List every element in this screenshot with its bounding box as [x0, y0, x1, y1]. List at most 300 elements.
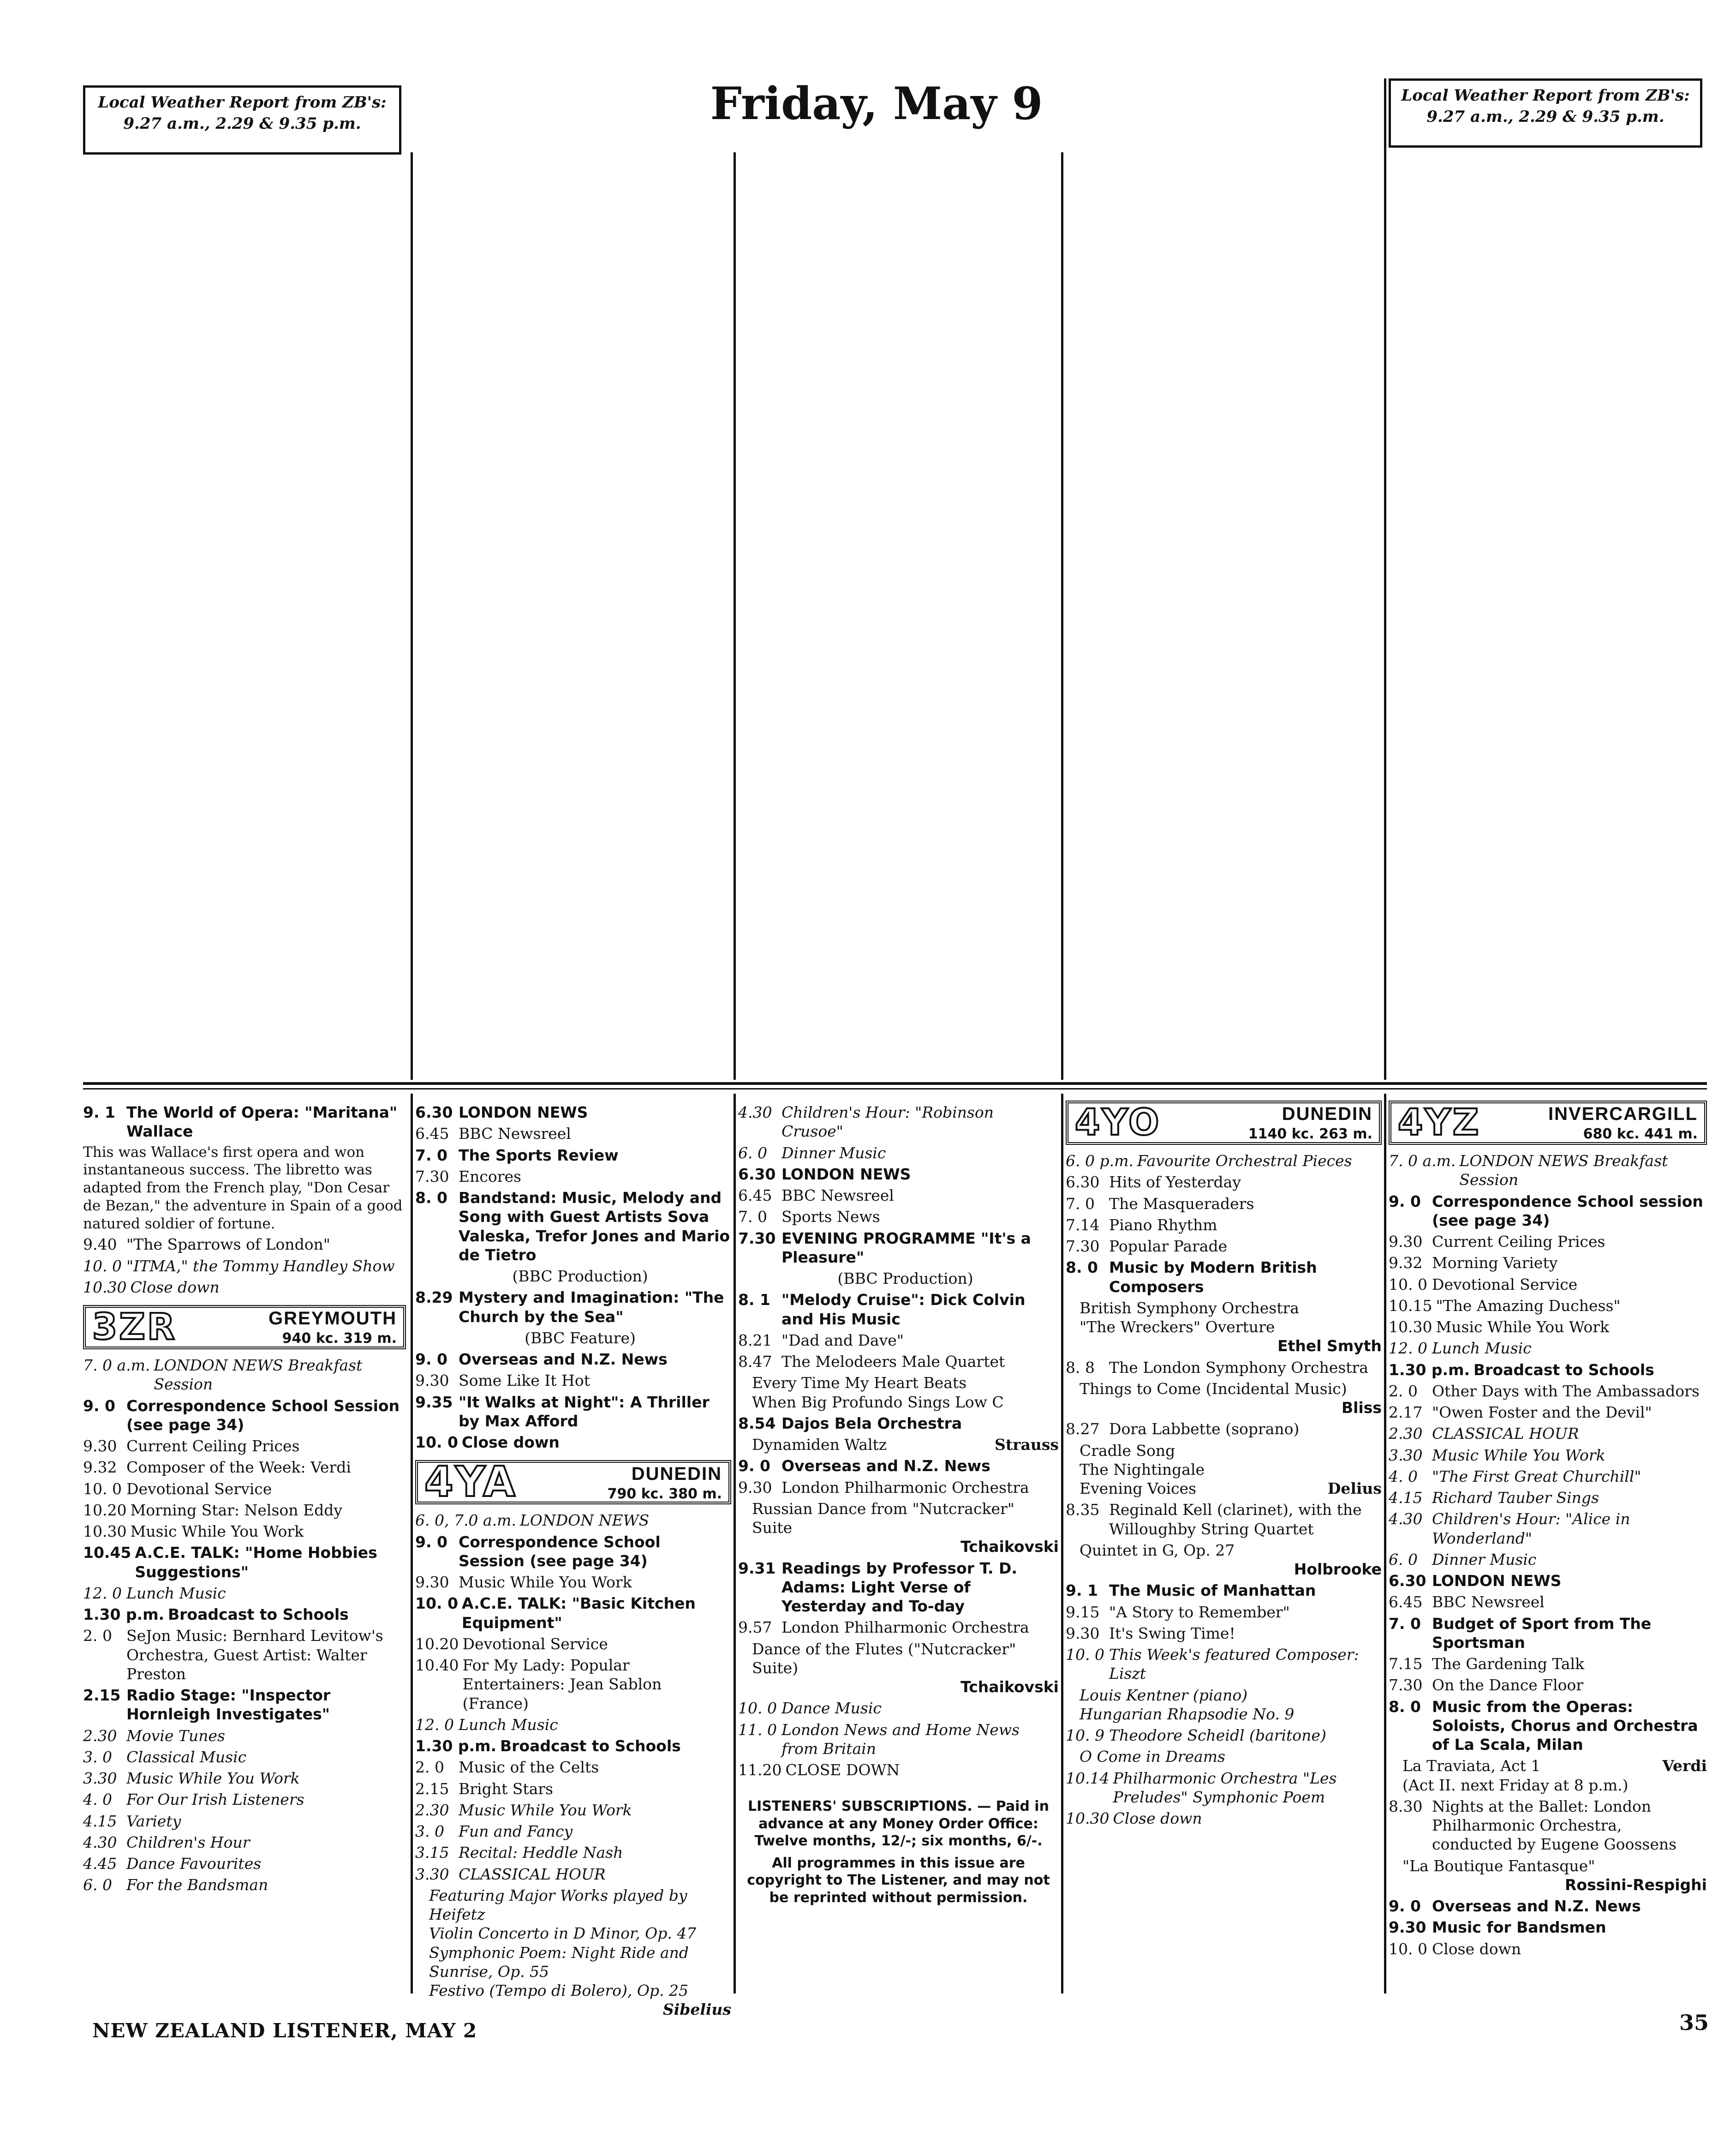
programme-title: Radio Stage: "Inspector Hornleigh Investigates": [126, 1686, 331, 1724]
programme-row: [83, 1584, 406, 1603]
song-title: Cradle Song: [1080, 1441, 1175, 1460]
programme-row: [83, 1278, 406, 1297]
programme-row: [83, 1686, 406, 1724]
programme-title: Children's Hour: "Alice in Wonderland": [1432, 1510, 1630, 1547]
programme-title: A.C.E. TALK: "Basic Kitchen Equipment": [461, 1594, 696, 1632]
programme-title: The Sports Review: [459, 1146, 619, 1164]
programme-time: 12. 0: [415, 1715, 454, 1734]
programme-title: Current Ceiling Prices: [1432, 1233, 1605, 1251]
programme-title: The Masqueraders: [1109, 1194, 1254, 1213]
programme-row: [1066, 1151, 1382, 1170]
programme-time: 10.30: [83, 1522, 127, 1540]
lower-column-2: [415, 1101, 731, 2019]
programme-time: 4.30: [738, 1103, 772, 1121]
programme-time: 1.30 p.m.: [1389, 1360, 1470, 1379]
programme-row: [415, 1371, 731, 1390]
programme-row: [738, 1618, 1059, 1637]
programme-row: [1066, 1194, 1382, 1213]
composer-credit: Sibelius: [662, 2000, 731, 2019]
programme-time: 8. 0: [415, 1189, 447, 1207]
programme-row: [1066, 1500, 1382, 1538]
programme-time: 10. 0: [415, 1433, 458, 1451]
programme-time: 10.30: [1066, 1809, 1110, 1827]
programme-row: [415, 1822, 731, 1841]
programme-row: [415, 1511, 731, 1530]
lower-column-3: [738, 1101, 1059, 2000]
station-city: GREYMOUTH: [268, 1308, 397, 1329]
programme-title: Close down: [1432, 1939, 1521, 1958]
programme-row: [83, 1356, 406, 1394]
programme-time: 9.30: [415, 1573, 449, 1591]
station-header-4yo: [1066, 1101, 1382, 1145]
page-title: Friday, May 9: [710, 78, 1043, 130]
programme-title: Classical Music: [126, 1748, 247, 1766]
programme-time: 3. 0: [83, 1748, 112, 1766]
programme-time: 7. 0: [1389, 1614, 1421, 1633]
programme-time: 3.30: [83, 1769, 117, 1787]
programme-row: [1066, 1237, 1382, 1256]
programme-row: [1389, 1467, 1707, 1486]
programme-time: 7.30: [1066, 1237, 1100, 1255]
programme-title: "Melody Cruise": Dick Colvin and His Music: [781, 1291, 1026, 1328]
programme-title: Other Days with The Ambassadors: [1432, 1382, 1700, 1400]
programme-time: 6.30: [738, 1165, 776, 1183]
programme-row: [83, 1543, 406, 1581]
programme-row: [415, 1656, 731, 1713]
programme-time: 9.30: [1389, 1918, 1426, 1937]
programme-title: Music of the Celts: [459, 1758, 599, 1777]
programme-title: Sports News: [781, 1208, 880, 1226]
programme-row: [415, 1532, 731, 1571]
programme-row: [1389, 1317, 1707, 1336]
programme-row: [83, 1833, 406, 1852]
column-rule: [1061, 152, 1063, 1080]
programme-time: 2.15: [415, 1779, 449, 1798]
programme-time: 8.54: [738, 1414, 776, 1432]
programme-time: 9.30: [738, 1478, 772, 1496]
programme-title: Morning Variety: [1432, 1254, 1558, 1272]
programme-time: 9.31: [738, 1559, 776, 1577]
programme-title: Hits of Yesterday: [1109, 1173, 1241, 1191]
programme-time: 6. 0: [738, 1143, 767, 1162]
programme-title: Correspondence School session (see page 34): [1432, 1192, 1703, 1229]
station-city: DUNEDIN: [1282, 1104, 1372, 1125]
quartet-item: When Big Profundo Sings Low C: [752, 1393, 1004, 1411]
programme-title: Devotional Service: [1432, 1275, 1578, 1293]
programme-title: Overseas and N.Z. News: [1432, 1897, 1641, 1915]
programme-title: For the Bandsman: [126, 1876, 268, 1894]
programme-row: [83, 1437, 406, 1455]
subscriptions-note: LISTENERS' SUBSCRIPTIONS. — Paid in advance at any Money Order Office: Twelve months, 12/-; six months, 6/-.: [748, 1798, 1049, 1850]
programme-time: 10. 0: [415, 1594, 458, 1613]
programme-row: [738, 1456, 1059, 1475]
programme-row: [1389, 1403, 1707, 1422]
programme-time: 12. 0: [83, 1584, 122, 1602]
quartet-item: Every Time My Heart Beats: [752, 1374, 967, 1392]
programme-time: 10. 0: [1066, 1646, 1104, 1664]
programme-time: 11.20: [738, 1761, 782, 1779]
programme-row: [415, 1634, 731, 1653]
programme-row: [83, 1812, 406, 1831]
programme-row: [415, 1350, 731, 1369]
column-rule: [1384, 1094, 1386, 1993]
programme-row: [415, 1433, 731, 1452]
song-line: [1066, 1479, 1382, 1498]
programme-title: Movie Tunes: [126, 1726, 225, 1745]
programme-row: [83, 1854, 406, 1873]
programme-time: 9. 0: [83, 1396, 115, 1415]
programme-title: It's Swing Time!: [1109, 1624, 1235, 1642]
work-title: "La Boutique Fantasque": [1402, 1856, 1595, 1875]
work-title: Russian Dance from "Nutcracker" Suite: [752, 1499, 1014, 1537]
programme-time: 4.30: [83, 1833, 117, 1851]
programme-title: "It Walks at Night": A Thriller by Max Afford: [459, 1393, 710, 1430]
programme-row: [1389, 1697, 1707, 1754]
programme-row: [738, 1699, 1059, 1718]
programme-title: Piano Rhythm: [1109, 1215, 1217, 1234]
weather-report-line1: Local Weather Report from ZB's:: [1401, 86, 1690, 105]
station-frequency: 940 kc. 319 m.: [282, 1330, 397, 1347]
programme-title: The World of Opera: "Maritana" Wallace: [126, 1103, 398, 1141]
programme-title: For My Lady: Popular Entertainers: Jean Sablon (France): [462, 1656, 662, 1712]
programme-time: 8.27: [1066, 1420, 1100, 1438]
programme-title: For Our Irish Listeners: [126, 1790, 304, 1809]
programme-title: Overseas and N.Z. News: [459, 1350, 668, 1368]
programme-row: [83, 1726, 406, 1745]
programme-row: [1389, 1571, 1707, 1590]
programme-row: [1389, 1676, 1707, 1694]
programme-row: [83, 1479, 406, 1498]
programme-row: [83, 1458, 406, 1477]
programme-row: [1389, 1275, 1707, 1294]
programme-row: [415, 1843, 731, 1862]
programme-time: 1.30 p.m.: [83, 1605, 164, 1623]
programme-time: 9.32: [83, 1458, 117, 1477]
programme-title: CLASSICAL HOUR: [459, 1865, 606, 1883]
work-composer: Strauss: [995, 1436, 1059, 1454]
programme-title: Broadcast to Schools: [168, 1605, 349, 1623]
programme-time: 8.30: [1389, 1797, 1423, 1815]
programme-title: Variety: [126, 1812, 181, 1830]
programme-row: [1066, 1419, 1382, 1438]
programme-row: [83, 1257, 406, 1275]
programme-row: [83, 1235, 406, 1254]
programme-row: [738, 1559, 1059, 1616]
programme-row: [738, 1331, 1059, 1350]
programme-title: "ITMA," the Tommy Handley Show: [126, 1257, 395, 1275]
programme-row: [1389, 1918, 1707, 1937]
next-week-note: (Act II. next Friday at 8 p.m.): [1402, 1776, 1629, 1794]
programme-row: [738, 1103, 1059, 1141]
programme-row: [83, 1875, 406, 1894]
programme-title: London News and Home News from Britain: [781, 1720, 1020, 1758]
programme-time: 6.30: [1066, 1173, 1100, 1191]
work-composer: Verdi: [1662, 1757, 1707, 1775]
programme-title: CLOSE DOWN: [785, 1761, 900, 1779]
programme-time: 10. 0: [83, 1257, 122, 1275]
programme-time: 9.30: [83, 1437, 117, 1455]
programme-row: [1066, 1581, 1382, 1600]
programme-row: [415, 1167, 731, 1186]
programme-row: [1389, 1446, 1707, 1465]
programme-row: [83, 1790, 406, 1809]
programme-title: Dajos Bela Orchestra: [781, 1414, 962, 1432]
programme-title: Budget of Sport from The Sportsman: [1432, 1614, 1652, 1652]
work-title: Things to Come (Incidental Music): [1080, 1379, 1347, 1398]
programme-row: [738, 1165, 1059, 1184]
programme-row: [415, 1801, 731, 1820]
work-title: O Come in Dreams: [1080, 1748, 1225, 1766]
programme-time: 9.30: [1389, 1233, 1423, 1251]
programme-row: [738, 1760, 1059, 1779]
programme-row: [738, 1414, 1059, 1433]
programme-row: [415, 1188, 731, 1264]
programme-title: LONDON NEWS: [1432, 1572, 1562, 1590]
programme-time: 4. 0: [1389, 1467, 1418, 1485]
programme-title: Close down: [461, 1433, 560, 1451]
programme-time: 8. 8: [1066, 1358, 1095, 1377]
programme-title: London Philharmonic Orchestra: [781, 1478, 1029, 1496]
programme-row: [1389, 1232, 1707, 1251]
programme-time: 8. 1: [738, 1291, 770, 1309]
programme-title: The London Symphony Orchestra: [1109, 1358, 1368, 1377]
page-number: 35: [1679, 2010, 1709, 2035]
programme-time: 8. 0: [1066, 1258, 1098, 1277]
programme-time: 9.30: [415, 1371, 449, 1390]
work-composer: Holbrooke: [1294, 1560, 1382, 1578]
programme-row: [415, 1573, 731, 1592]
programme-row: [1389, 1151, 1707, 1190]
station-call-sign: 4YO: [1075, 1102, 1161, 1143]
work-line: [1389, 1756, 1707, 1775]
programme-time: 4.15: [1389, 1489, 1423, 1507]
programme-row: [1066, 1726, 1382, 1745]
programme-time: 2.30: [415, 1801, 449, 1819]
programme-time: 7.15: [1389, 1655, 1423, 1673]
programme-title: A.C.E. TALK: "Home Hobbies Suggestions": [135, 1544, 377, 1581]
programme-row: [415, 1393, 731, 1431]
programme-row: [83, 1103, 406, 1141]
programme-time: 2. 0: [83, 1627, 112, 1645]
column-rule: [734, 1094, 736, 1993]
programme-row: [1389, 1797, 1707, 1854]
programme-title: London Philharmonic Orchestra: [781, 1618, 1029, 1637]
programme-time: 2. 0: [1389, 1382, 1418, 1400]
lower-column-5: [1389, 1101, 1707, 2000]
programme-row: [1389, 1897, 1707, 1916]
programme-row: [1066, 1645, 1382, 1683]
programme-row: [738, 1720, 1059, 1759]
programme-row: [1066, 1624, 1382, 1643]
programme-title: Some Like It Hot: [459, 1371, 590, 1390]
station-frequency: 1140 kc. 263 m.: [1248, 1126, 1372, 1143]
programme-title: "The Sparrows of London": [126, 1235, 330, 1254]
programme-title: Music While You Work: [1436, 1318, 1610, 1336]
programme-time: 10.14: [1066, 1769, 1110, 1787]
programme-title: Morning Star: Nelson Eddy: [130, 1501, 343, 1519]
programme-title: LONDON NEWS Breakfast Session: [1459, 1152, 1668, 1189]
programme-title: Bright Stars: [459, 1779, 553, 1798]
programme-time: 4.30: [1389, 1510, 1423, 1528]
programme-time: 7.30: [738, 1229, 776, 1247]
programme-title: Dinner Music: [1432, 1550, 1537, 1568]
programme-title: Devotional Service: [462, 1634, 608, 1653]
programme-row: [83, 1396, 406, 1435]
programme-row: [83, 1748, 406, 1766]
programme-row: [1389, 1939, 1707, 1958]
programme-title: Broadcast to Schools: [1474, 1360, 1654, 1379]
programme-row: [1389, 1592, 1707, 1611]
programme-title: "The Amazing Duchess": [1436, 1296, 1621, 1315]
programme-time: 7. 0: [415, 1146, 447, 1164]
programme-title: Close down: [1113, 1809, 1202, 1827]
programme-time: 10. 0: [738, 1699, 777, 1718]
programme-title: Children's Hour: [126, 1833, 250, 1851]
programme-row: [1389, 1253, 1707, 1272]
work-title: Dance of the Flutes ("Nutcracker" Suite): [752, 1640, 1016, 1677]
programme-row: [1066, 1603, 1382, 1622]
weather-report-right: [1389, 78, 1702, 148]
programme-row: [83, 1501, 406, 1520]
programme-time: 1.30 p.m.: [415, 1737, 496, 1755]
column-rule: [1061, 1094, 1063, 1993]
column-rule: [411, 152, 413, 1080]
work-line: Symphonic Poem: Night Ride and Sunrise, Op. 55: [429, 1943, 689, 1981]
programme-time: 7.30: [1389, 1676, 1423, 1694]
work-composer: Delius: [1327, 1479, 1382, 1497]
programme-row: [1389, 1360, 1707, 1379]
programme-time: 9.57: [738, 1618, 772, 1637]
programme-title: Music for Bandsmen: [1432, 1918, 1606, 1937]
weather-report-line2: 9.27 a.m., 2.29 & 9.35 p.m.: [1426, 107, 1664, 126]
programme-title: "A Story to Remember": [1109, 1603, 1290, 1621]
programme-time: 2.15: [83, 1686, 121, 1704]
programme-row: [1066, 1215, 1382, 1234]
programme-title: Dinner Music: [781, 1143, 886, 1162]
section-divider-thin: [83, 1088, 1707, 1089]
programme-time: 10.20: [415, 1634, 459, 1653]
programme-row: [415, 1758, 731, 1777]
programme-title: CLASSICAL HOUR: [1432, 1425, 1579, 1443]
programme-title: This Week's featured Composer: Liszt: [1109, 1646, 1359, 1683]
programme-row: [1066, 1258, 1382, 1296]
programme-title: Music While You Work: [130, 1522, 304, 1540]
programme-title: "Owen Foster and the Devil": [1432, 1403, 1652, 1421]
programme-title: Dora Labbette (soprano): [1109, 1420, 1300, 1438]
programme-time: 6.30: [415, 1103, 453, 1121]
programme-title: Lunch Music: [1432, 1339, 1532, 1358]
programme-row: [415, 1594, 731, 1632]
column-rule: [1384, 78, 1386, 1080]
programme-row: [415, 1124, 731, 1143]
programme-title: Music While You Work: [459, 1573, 632, 1591]
programme-time: 9. 0: [1389, 1897, 1421, 1915]
work-title: La Traviata, Act 1: [1402, 1757, 1541, 1775]
programme-time: 8. 0: [1389, 1697, 1421, 1716]
programme-row: [415, 1736, 731, 1755]
programme-row: [1389, 1550, 1707, 1569]
programme-time: 9. 1: [1066, 1581, 1098, 1600]
station-header-4ya: [415, 1458, 731, 1507]
programme-time: 10.15: [1389, 1296, 1432, 1315]
programme-title: Composer of the Week: Verdi: [126, 1458, 351, 1477]
programme-title: LONDON NEWS: [519, 1511, 650, 1530]
programme-title: Music While You Work: [126, 1769, 300, 1787]
opera-description: This was Wallace's first opera and won instantaneous success. The libretto was adapted from the French play, "Don Cesar de Bezan," the adventure in Spain of a good natured soldier of fortune.: [83, 1143, 403, 1232]
programme-time: 4. 0: [83, 1790, 112, 1809]
programme-row: [738, 1143, 1059, 1162]
programme-time: 10. 0: [1389, 1939, 1427, 1958]
programme-time: 3. 0: [415, 1822, 444, 1840]
programme-time: 9. 0: [415, 1532, 447, 1551]
programme-time: 10.40: [415, 1656, 459, 1674]
programme-title: Dance Favourites: [126, 1855, 262, 1873]
programme-title: The Melodeers Male Quartet: [781, 1353, 1005, 1371]
programme-title: The Music of Manhattan: [1109, 1581, 1316, 1600]
programme-title: Bandstand: Music, Melody and Song with Guest Artists Sova Valeska, Trefor Jones and Mario de Tietro: [459, 1189, 730, 1264]
song-title: The Nightingale: [1080, 1460, 1205, 1479]
programme-time: 9.30: [1066, 1624, 1100, 1642]
programme-row: [83, 1769, 406, 1788]
station-frequency: 680 kc. 441 m.: [1583, 1126, 1698, 1143]
programme-title: Encores: [459, 1167, 521, 1185]
programme-title: "Dad and Dave": [781, 1331, 904, 1349]
programme-title: Reginald Kell (clarinet), with the Willoughby String Quartet: [1109, 1501, 1362, 1538]
programme-title: Children's Hour: "Robinson Crusoe": [781, 1103, 994, 1141]
programme-row: [738, 1186, 1059, 1205]
programme-time: 4.45: [83, 1855, 117, 1873]
work-composer: Tchaikovski: [960, 1538, 1059, 1556]
programme-row: [1389, 1424, 1707, 1443]
programme-time: 9.35: [415, 1393, 453, 1411]
programme-row: [415, 1146, 731, 1165]
programme-title: Current Ceiling Prices: [126, 1437, 300, 1455]
programme-title: Popular Parade: [1109, 1237, 1228, 1255]
programme-time: 6. 0, 7.0 a.m.: [415, 1511, 516, 1530]
programme-time: 3.30: [415, 1865, 449, 1883]
work-composer: Bliss: [1341, 1399, 1382, 1417]
station-call-sign: 4YZ: [1398, 1102, 1481, 1143]
copyright-note: All programmes in this issue are copyright to The Listener, and may not be reprinted without permission.: [747, 1855, 1050, 1906]
programme-title: Overseas and N.Z. News: [781, 1457, 990, 1475]
bbc-feature-note: (BBC Feature): [525, 1329, 636, 1347]
programme-row: [1389, 1296, 1707, 1315]
work-composer: Tchaikovski: [960, 1678, 1059, 1696]
programme-row: [738, 1229, 1059, 1267]
programme-time: 10. 0: [83, 1479, 122, 1498]
bbc-production-note: (BBC Production): [837, 1269, 973, 1287]
programme-title: Lunch Music: [459, 1715, 558, 1734]
programme-time: 2.30: [83, 1726, 117, 1745]
weather-report-line2: 9.27 a.m., 2.29 & 9.35 p.m.: [123, 114, 361, 133]
programme-title: Close down: [130, 1278, 220, 1296]
programme-title: LONDON NEWS: [459, 1103, 588, 1121]
orchestra-line: British Symphony Orchestra: [1080, 1299, 1299, 1317]
programme-time: 9.15: [1066, 1603, 1100, 1621]
programme-title: "The First Great Churchill": [1432, 1467, 1641, 1485]
programme-title: On the Dance Floor: [1432, 1676, 1584, 1694]
programme-title: Nights at the Ballet: London Philharmonic Orchestra, conducted by Eugene Goossens: [1432, 1797, 1677, 1854]
programme-title: Broadcast to Schools: [500, 1737, 681, 1755]
programme-time: 9. 0: [415, 1350, 447, 1368]
station-header-4yz: [1389, 1101, 1707, 1145]
programme-time: 10.30: [83, 1278, 127, 1296]
programme-row: [738, 1290, 1059, 1329]
programme-row: [738, 1478, 1059, 1497]
programme-title: Music While You Work: [459, 1801, 632, 1819]
weather-report-left: [83, 85, 401, 155]
programme-time: 7. 0 a.m.: [83, 1356, 150, 1374]
